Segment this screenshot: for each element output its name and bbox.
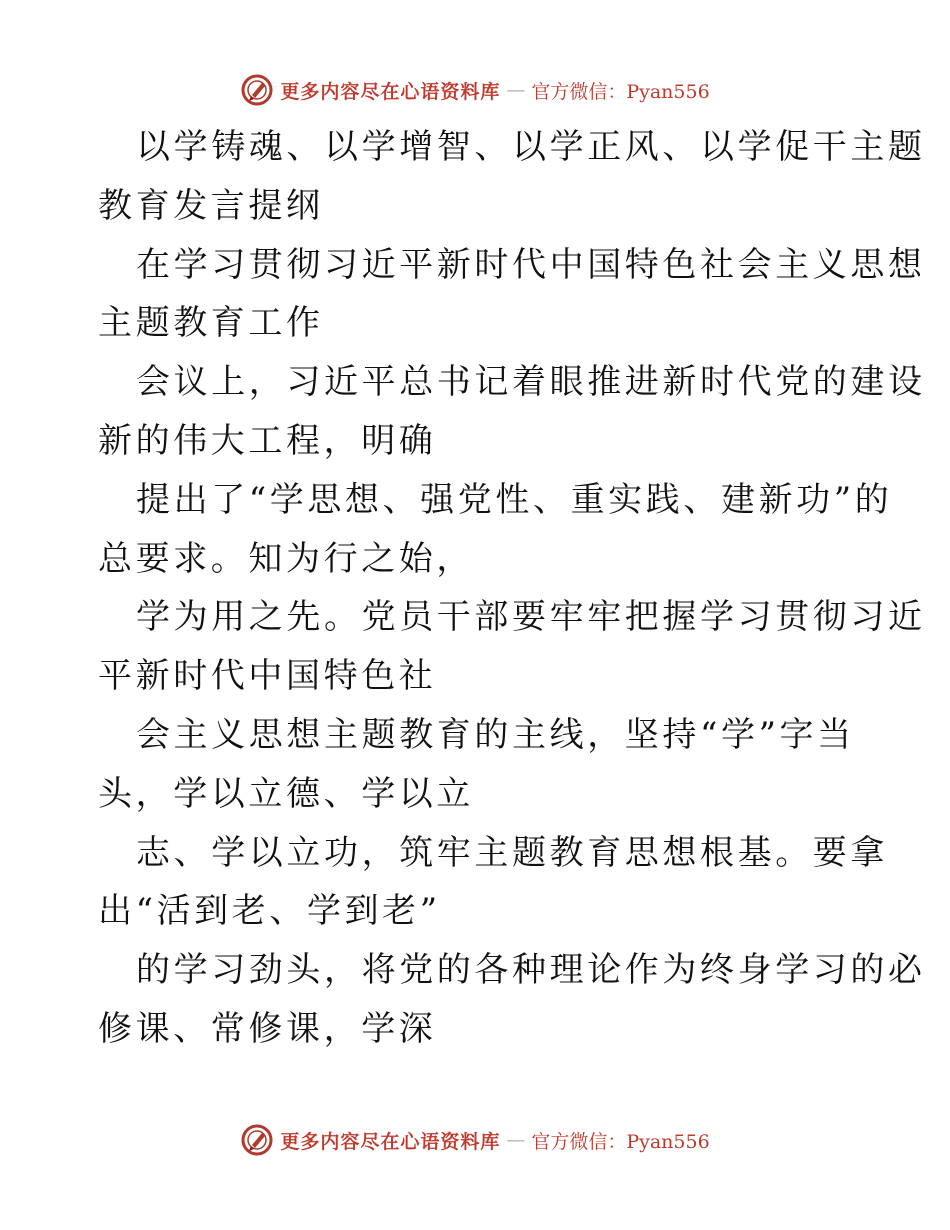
document-line: 会主义思想主题教育的主线，坚持“学”字当	[136, 714, 855, 755]
document-line: 教育发言提纲	[98, 185, 324, 226]
document-line: 主题教育工作	[98, 303, 324, 344]
pen-nib-logo-icon	[240, 73, 274, 107]
document-line: 学为用之先。党员干部要牢牢把握学习贯彻习近	[136, 597, 926, 638]
banner-separator: —	[506, 1129, 526, 1151]
document-line: 平新时代中国特色社	[98, 656, 437, 697]
document-line: 提出了“学思想、强党性、重实践、建新功”的	[136, 479, 893, 520]
banner-separator: —	[506, 79, 526, 101]
document-line: 的学习劲头，将党的各种理论作为终身学习的必	[136, 950, 926, 991]
document-line: 在学习贯彻习近平新时代中国特色社会主义思想	[136, 244, 926, 285]
document-line: 新的伟大工程，明确	[98, 420, 437, 461]
document-line: 修课、常修课，学深	[98, 1008, 437, 1049]
document-line: 志、学以立功，筑牢主题教育思想根基。要拿	[136, 832, 888, 873]
pen-nib-logo-icon	[240, 1123, 274, 1157]
footer-banner	[0, 1120, 950, 1160]
document-line: 头，学以立德、学以立	[98, 773, 474, 814]
document-body	[98, 118, 926, 1059]
document-line: 以学铸魂、以学增智、以学正风、以学促干主题	[136, 127, 926, 167]
banner-wechat: 官方微信：Pyan556	[531, 1130, 710, 1153]
header-banner	[0, 70, 950, 110]
banner-text: 更多内容尽在心语资料库	[280, 1130, 501, 1153]
banner-text: 更多内容尽在心语资料库	[280, 80, 501, 103]
document-line: 会议上，习近平总书记着眼推进新时代党的建设	[136, 362, 926, 403]
document-line: 总要求。知为行之始，	[98, 538, 474, 579]
banner-wechat: 官方微信：Pyan556	[531, 80, 710, 103]
document-line: 出“活到老、学到老”	[98, 891, 441, 932]
